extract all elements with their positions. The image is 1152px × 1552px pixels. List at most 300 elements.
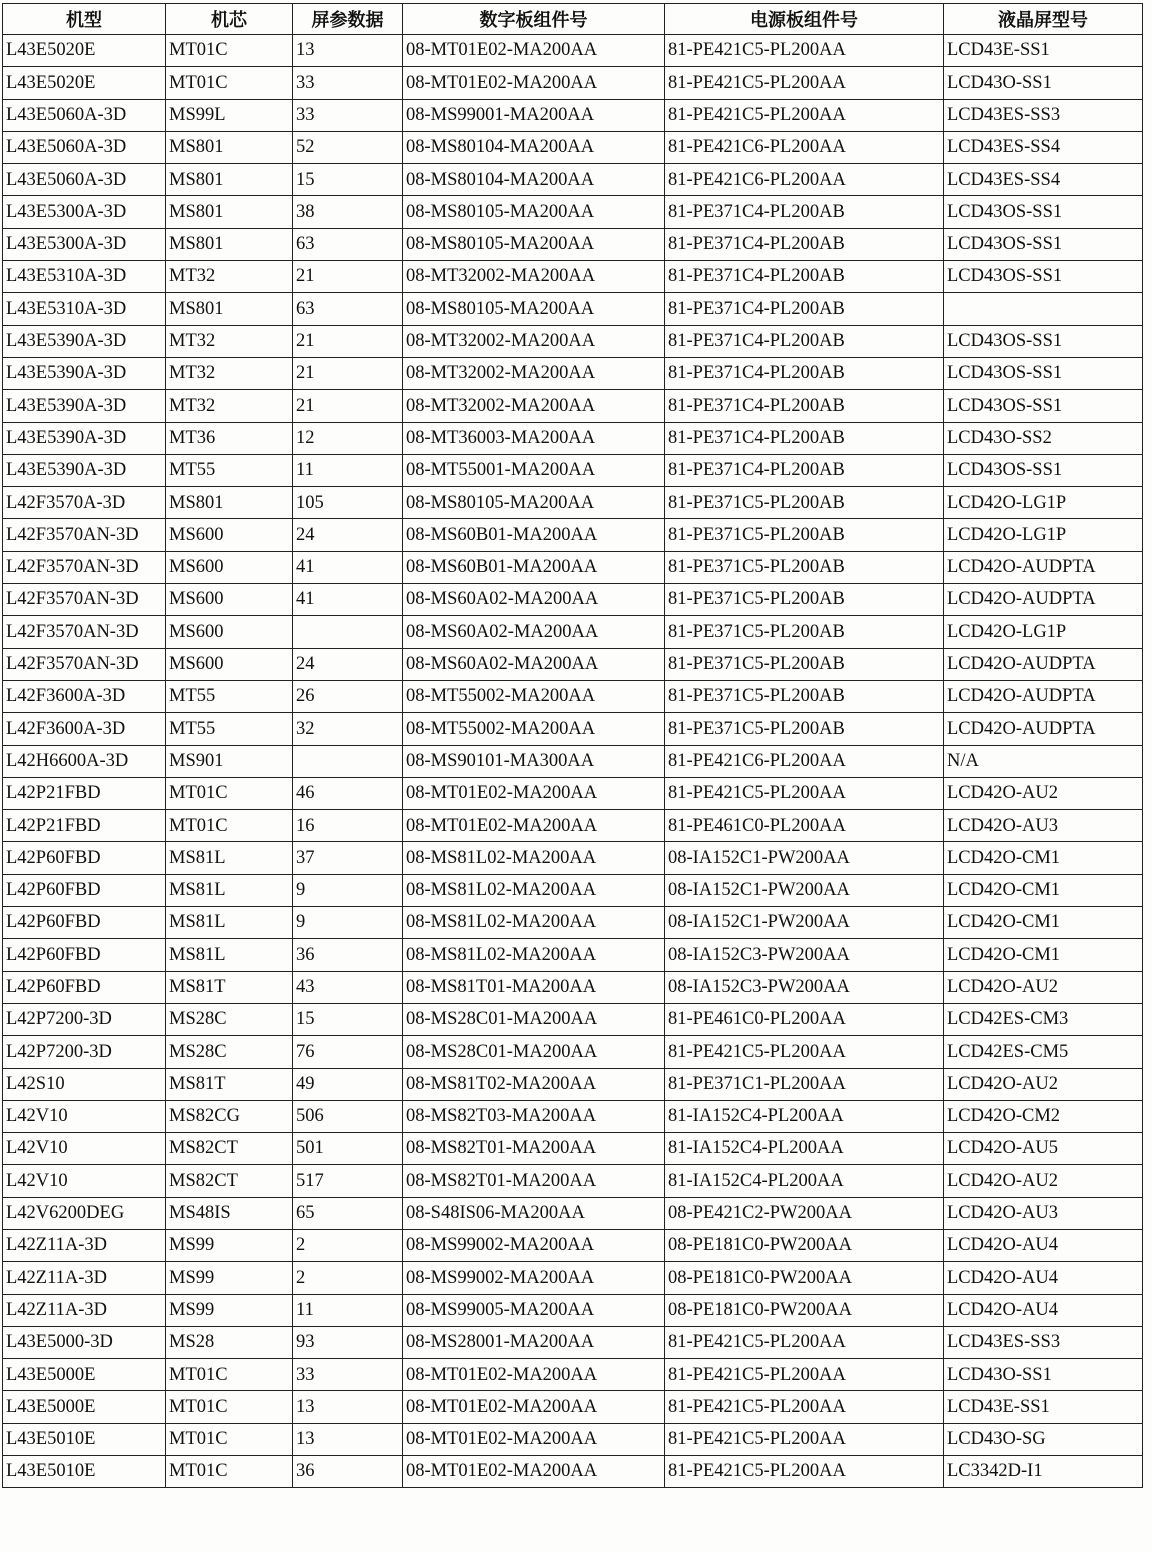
cell-model: L42P60FBD (3, 842, 166, 874)
cell-model: L43E5060A-3D (3, 131, 166, 163)
cell-lcd-panel: LCD42O-AU2 (944, 1068, 1143, 1100)
cell-power-board: 81-PE371C4-PL200AB (665, 196, 944, 228)
cell-lcd-panel: LCD43O-SS2 (944, 422, 1143, 454)
cell-power-board: 81-PE421C6-PL200AA (665, 164, 944, 196)
cell-digital-board: 08-MT01E02-MA200AA (403, 1359, 665, 1391)
cell-digital-board: 08-MS82T01-MA200AA (403, 1165, 665, 1197)
cell-digital-board: 08-MS80105-MA200AA (403, 487, 665, 519)
cell-digital-board: 08-MT32002-MA200AA (403, 357, 665, 389)
cell-power-board: 08-IA152C3-PW200AA (665, 971, 944, 1003)
cell-chassis: MS801 (166, 196, 293, 228)
cell-model: L42F3600A-3D (3, 713, 166, 745)
cell-digital-board: 08-MT36003-MA200AA (403, 422, 665, 454)
cell-model: L42F3600A-3D (3, 680, 166, 712)
cell-lcd-panel: LCD42O-CM1 (944, 874, 1143, 906)
cell-lcd-panel: N/A (944, 745, 1143, 777)
cell-power-board: 81-PE371C1-PL200AA (665, 1068, 944, 1100)
table-row (3, 131, 1143, 163)
cell-digital-board: 08-MT55001-MA200AA (403, 454, 665, 486)
parts-table (2, 3, 1143, 1488)
cell-panel-params: 24 (293, 519, 403, 551)
cell-panel-params: 517 (293, 1165, 403, 1197)
cell-model: L42V10 (3, 1165, 166, 1197)
cell-chassis: MS48IS (166, 1197, 293, 1229)
cell-digital-board: 08-MT32002-MA200AA (403, 325, 665, 357)
cell-chassis: MS99 (166, 1294, 293, 1326)
cell-panel-params: 33 (293, 99, 403, 131)
cell-model: L42F3570AN-3D (3, 616, 166, 648)
table-row (3, 293, 1143, 325)
cell-model: L42F3570AN-3D (3, 551, 166, 583)
cell-digital-board: 08-MS81T01-MA200AA (403, 971, 665, 1003)
cell-chassis: MT55 (166, 713, 293, 745)
cell-model: L43E5020E (3, 67, 166, 99)
table-row (3, 325, 1143, 357)
cell-lcd-panel: LCD42O-AU2 (944, 971, 1143, 1003)
cell-power-board: 81-PE421C5-PL200AA (665, 777, 944, 809)
cell-chassis: MS81L (166, 907, 293, 939)
cell-digital-board: 08-MT01E02-MA200AA (403, 777, 665, 809)
cell-chassis: MS600 (166, 519, 293, 551)
table-row (3, 1456, 1143, 1488)
cell-model: L42V10 (3, 1100, 166, 1132)
cell-digital-board: 08-MT55002-MA200AA (403, 713, 665, 745)
cell-chassis: MT01C (166, 67, 293, 99)
cell-model: L42P60FBD (3, 874, 166, 906)
cell-panel-params: 2 (293, 1229, 403, 1261)
cell-panel-params: 38 (293, 196, 403, 228)
cell-panel-params: 49 (293, 1068, 403, 1100)
cell-model: L43E5310A-3D (3, 261, 166, 293)
cell-power-board: 81-PE421C5-PL200AA (665, 67, 944, 99)
table-row (3, 842, 1143, 874)
cell-model: L42Z11A-3D (3, 1294, 166, 1326)
table-row (3, 713, 1143, 745)
cell-chassis: MT01C (166, 1456, 293, 1488)
cell-power-board: 08-PE181C0-PW200AA (665, 1294, 944, 1326)
cell-chassis: MT01C (166, 1423, 293, 1455)
cell-panel-params: 105 (293, 487, 403, 519)
cell-lcd-panel: LCD42ES-CM5 (944, 1036, 1143, 1068)
cell-power-board: 81-IA152C4-PL200AA (665, 1165, 944, 1197)
cell-panel-params: 21 (293, 390, 403, 422)
cell-power-board: 81-PE421C6-PL200AA (665, 131, 944, 163)
cell-power-board: 08-PE181C0-PW200AA (665, 1262, 944, 1294)
cell-lcd-panel: LCD42O-AU4 (944, 1229, 1143, 1261)
cell-model: L42P7200-3D (3, 1036, 166, 1068)
table-row (3, 1003, 1143, 1035)
table-row (3, 35, 1143, 67)
cell-digital-board: 08-MS81L02-MA200AA (403, 907, 665, 939)
cell-model: L43E5000E (3, 1391, 166, 1423)
cell-chassis: MT01C (166, 777, 293, 809)
cell-lcd-panel: LCD43ES-SS4 (944, 164, 1143, 196)
cell-model: L42P60FBD (3, 907, 166, 939)
cell-lcd-panel: LCD43OS-SS1 (944, 357, 1143, 389)
cell-power-board: 81-PE421C5-PL200AA (665, 1326, 944, 1358)
cell-digital-board: 08-MS81L02-MA200AA (403, 842, 665, 874)
cell-model: L42V10 (3, 1133, 166, 1165)
cell-digital-board: 08-MT32002-MA200AA (403, 261, 665, 293)
table-row (3, 1326, 1143, 1358)
cell-lcd-panel: LCD42O-LG1P (944, 616, 1143, 648)
table-row (3, 745, 1143, 777)
cell-panel-params: 11 (293, 1294, 403, 1326)
cell-digital-board: 08-MS60A02-MA200AA (403, 616, 665, 648)
table-row (3, 584, 1143, 616)
cell-power-board: 81-PE461C0-PL200AA (665, 810, 944, 842)
cell-panel-params: 41 (293, 584, 403, 616)
cell-panel-params: 46 (293, 777, 403, 809)
cell-panel-params: 37 (293, 842, 403, 874)
cell-chassis: MS28 (166, 1326, 293, 1358)
cell-power-board: 81-PE371C4-PL200AB (665, 325, 944, 357)
cell-digital-board: 08-MT01E02-MA200AA (403, 810, 665, 842)
cell-digital-board: 08-MT01E02-MA200AA (403, 1391, 665, 1423)
cell-power-board: 81-PE421C5-PL200AA (665, 99, 944, 131)
table-row (3, 680, 1143, 712)
cell-panel-params (293, 745, 403, 777)
cell-power-board: 81-IA152C4-PL200AA (665, 1133, 944, 1165)
cell-model: L43E5390A-3D (3, 325, 166, 357)
table-row (3, 1423, 1143, 1455)
cell-lcd-panel: LCD42O-CM1 (944, 939, 1143, 971)
cell-digital-board: 08-MS80104-MA200AA (403, 131, 665, 163)
cell-lcd-panel: LCD43OS-SS1 (944, 228, 1143, 260)
table-row (3, 357, 1143, 389)
table-row (3, 1133, 1143, 1165)
cell-chassis: MS801 (166, 164, 293, 196)
cell-chassis: MS600 (166, 616, 293, 648)
cell-model: L43E5000E (3, 1359, 166, 1391)
cell-panel-params: 11 (293, 454, 403, 486)
cell-digital-board: 08-MS90101-MA300AA (403, 745, 665, 777)
header-digital-board: 数字板组件号 (403, 4, 665, 35)
cell-digital-board: 08-MT01E02-MA200AA (403, 1423, 665, 1455)
table-row (3, 907, 1143, 939)
cell-power-board: 81-PE421C5-PL200AA (665, 1036, 944, 1068)
table-row (3, 261, 1143, 293)
cell-model: L43E5300A-3D (3, 228, 166, 260)
cell-power-board: 81-PE371C5-PL200AB (665, 551, 944, 583)
cell-panel-params: 26 (293, 680, 403, 712)
cell-model: L43E5020E (3, 35, 166, 67)
cell-panel-params: 15 (293, 164, 403, 196)
cell-lcd-panel: LCD42O-CM2 (944, 1100, 1143, 1132)
cell-panel-params: 43 (293, 971, 403, 1003)
cell-digital-board: 08-MT01E02-MA200AA (403, 67, 665, 99)
cell-panel-params: 41 (293, 551, 403, 583)
cell-panel-params: 9 (293, 874, 403, 906)
header-chassis: 机芯 (166, 4, 293, 35)
cell-power-board: 81-PE421C5-PL200AA (665, 1359, 944, 1391)
cell-digital-board: 08-MT01E02-MA200AA (403, 35, 665, 67)
cell-lcd-panel: LCD42O-AU3 (944, 1197, 1143, 1229)
table-header (3, 4, 1143, 35)
table-row (3, 777, 1143, 809)
cell-panel-params: 93 (293, 1326, 403, 1358)
cell-digital-board: 08-MS80105-MA200AA (403, 228, 665, 260)
cell-panel-params: 9 (293, 907, 403, 939)
cell-lcd-panel: LCD43E-SS1 (944, 1391, 1143, 1423)
cell-digital-board: 08-MS60A02-MA200AA (403, 584, 665, 616)
cell-chassis: MS82CG (166, 1100, 293, 1132)
table-row (3, 1391, 1143, 1423)
cell-digital-board: 08-MS99002-MA200AA (403, 1229, 665, 1261)
cell-lcd-panel: LCD42O-AU2 (944, 1165, 1143, 1197)
cell-panel-params: 36 (293, 1456, 403, 1488)
cell-power-board: 81-PE421C5-PL200AA (665, 1423, 944, 1455)
cell-lcd-panel (944, 293, 1143, 325)
cell-power-board: 81-PE421C5-PL200AA (665, 1456, 944, 1488)
cell-chassis: MS82CT (166, 1165, 293, 1197)
header-row (3, 4, 1143, 35)
cell-model: L42Z11A-3D (3, 1229, 166, 1261)
table-row (3, 971, 1143, 1003)
cell-power-board: 08-IA152C1-PW200AA (665, 842, 944, 874)
cell-digital-board: 08-MS81L02-MA200AA (403, 874, 665, 906)
cell-digital-board: 08-MT32002-MA200AA (403, 390, 665, 422)
cell-digital-board: 08-MS60A02-MA200AA (403, 648, 665, 680)
cell-model: L42H6600A-3D (3, 745, 166, 777)
cell-chassis: MS901 (166, 745, 293, 777)
table-row (3, 196, 1143, 228)
table-row (3, 1359, 1143, 1391)
cell-model: L42F3570AN-3D (3, 648, 166, 680)
cell-chassis: MT32 (166, 390, 293, 422)
cell-panel-params: 13 (293, 35, 403, 67)
cell-lcd-panel: LCD42O-AU5 (944, 1133, 1143, 1165)
table-row (3, 99, 1143, 131)
cell-lcd-panel: LCD42O-AUDPTA (944, 584, 1143, 616)
cell-chassis: MT01C (166, 35, 293, 67)
table-row (3, 1068, 1143, 1100)
cell-power-board: 81-PE371C5-PL200AB (665, 519, 944, 551)
cell-chassis: MT01C (166, 810, 293, 842)
cell-lcd-panel: LCD42O-AUDPTA (944, 713, 1143, 745)
cell-model: L42P60FBD (3, 939, 166, 971)
cell-panel-params: 21 (293, 357, 403, 389)
table-row (3, 1294, 1143, 1326)
cell-model: L42P60FBD (3, 971, 166, 1003)
table-row (3, 519, 1143, 551)
cell-lcd-panel: LCD42ES-CM3 (944, 1003, 1143, 1035)
cell-digital-board: 08-MS28C01-MA200AA (403, 1036, 665, 1068)
cell-panel-params: 52 (293, 131, 403, 163)
cell-lcd-panel: LCD43OS-SS1 (944, 390, 1143, 422)
cell-panel-params: 24 (293, 648, 403, 680)
cell-power-board: 08-IA152C1-PW200AA (665, 874, 944, 906)
table-row (3, 1036, 1143, 1068)
cell-lcd-panel: LCD43OS-SS1 (944, 196, 1143, 228)
cell-chassis: MS99 (166, 1262, 293, 1294)
table-row (3, 487, 1143, 519)
cell-chassis: MT01C (166, 1359, 293, 1391)
cell-chassis: MT32 (166, 261, 293, 293)
cell-model: L43E5310A-3D (3, 293, 166, 325)
cell-model: L43E5390A-3D (3, 390, 166, 422)
cell-model: L42P21FBD (3, 810, 166, 842)
cell-lcd-panel: LCD42O-AUDPTA (944, 648, 1143, 680)
cell-panel-params: 15 (293, 1003, 403, 1035)
table-row (3, 390, 1143, 422)
cell-model: L42P7200-3D (3, 1003, 166, 1035)
cell-panel-params: 76 (293, 1036, 403, 1068)
cell-power-board: 81-PE371C4-PL200AB (665, 357, 944, 389)
cell-chassis: MS81L (166, 842, 293, 874)
cell-chassis: MS600 (166, 551, 293, 583)
table-row (3, 939, 1143, 971)
cell-power-board: 81-PE371C4-PL200AB (665, 390, 944, 422)
cell-lcd-panel: LCD43OS-SS1 (944, 261, 1143, 293)
table-row (3, 1197, 1143, 1229)
cell-panel-params: 63 (293, 228, 403, 260)
cell-lcd-panel: LCD42O-AU2 (944, 777, 1143, 809)
table-row (3, 454, 1143, 486)
table-row (3, 874, 1143, 906)
cell-lcd-panel: LCD42O-AUDPTA (944, 551, 1143, 583)
cell-lcd-panel: LCD42O-LG1P (944, 487, 1143, 519)
table-row (3, 648, 1143, 680)
cell-model: L43E5010E (3, 1423, 166, 1455)
cell-model: L42F3570AN-3D (3, 584, 166, 616)
cell-digital-board: 08-MT55002-MA200AA (403, 680, 665, 712)
cell-lcd-panel: LCD42O-AU4 (944, 1294, 1143, 1326)
cell-power-board: 81-PE371C5-PL200AB (665, 487, 944, 519)
cell-panel-params: 16 (293, 810, 403, 842)
cell-chassis: MS81T (166, 971, 293, 1003)
cell-chassis: MS801 (166, 293, 293, 325)
cell-power-board: 08-IA152C3-PW200AA (665, 939, 944, 971)
cell-power-board: 81-PE371C4-PL200AB (665, 228, 944, 260)
table-row (3, 616, 1143, 648)
cell-panel-params: 32 (293, 713, 403, 745)
table-row (3, 1229, 1143, 1261)
cell-chassis: MS99 (166, 1229, 293, 1261)
table-row (3, 551, 1143, 583)
table-row (3, 1165, 1143, 1197)
cell-lcd-panel: LCD43O-SS1 (944, 1359, 1143, 1391)
cell-chassis: MS801 (166, 228, 293, 260)
cell-power-board: 81-PE371C5-PL200AB (665, 713, 944, 745)
cell-power-board: 81-IA152C4-PL200AA (665, 1100, 944, 1132)
cell-power-board: 81-PE371C4-PL200AB (665, 261, 944, 293)
cell-panel-params (293, 616, 403, 648)
cell-lcd-panel: LCD42O-AU4 (944, 1262, 1143, 1294)
cell-model: L43E5390A-3D (3, 357, 166, 389)
cell-panel-params: 21 (293, 261, 403, 293)
table-row (3, 1262, 1143, 1294)
cell-digital-board: 08-MS60B01-MA200AA (403, 551, 665, 583)
header-lcd-panel: 液晶屏型号 (944, 4, 1143, 35)
cell-lcd-panel: LCD42O-LG1P (944, 519, 1143, 551)
cell-digital-board: 08-MS28001-MA200AA (403, 1326, 665, 1358)
cell-chassis: MS600 (166, 648, 293, 680)
cell-lcd-panel: LCD43E-SS1 (944, 35, 1143, 67)
cell-chassis: MT32 (166, 325, 293, 357)
cell-model: L42P21FBD (3, 777, 166, 809)
cell-model: L42S10 (3, 1068, 166, 1100)
cell-digital-board: 08-MS60B01-MA200AA (403, 519, 665, 551)
cell-lcd-panel: LCD42O-CM1 (944, 907, 1143, 939)
cell-model: L43E5010E (3, 1456, 166, 1488)
cell-chassis: MS28C (166, 1003, 293, 1035)
cell-digital-board: 08-MS99002-MA200AA (403, 1262, 665, 1294)
cell-lcd-panel: LCD42O-AUDPTA (944, 680, 1143, 712)
cell-model: L42F3570A-3D (3, 487, 166, 519)
cell-lcd-panel: LCD43OS-SS1 (944, 325, 1143, 357)
cell-digital-board: 08-MS81L02-MA200AA (403, 939, 665, 971)
cell-panel-params: 21 (293, 325, 403, 357)
cell-power-board: 81-PE461C0-PL200AA (665, 1003, 944, 1035)
cell-chassis: MS28C (166, 1036, 293, 1068)
cell-lcd-panel: LC3342D-I1 (944, 1456, 1143, 1488)
table-row (3, 422, 1143, 454)
cell-panel-params: 36 (293, 939, 403, 971)
cell-chassis: MS81L (166, 939, 293, 971)
cell-chassis: MS81T (166, 1068, 293, 1100)
cell-power-board: 08-PE421C2-PW200AA (665, 1197, 944, 1229)
cell-chassis: MT01C (166, 1391, 293, 1423)
cell-power-board: 81-PE421C5-PL200AA (665, 1391, 944, 1423)
cell-chassis: MT55 (166, 680, 293, 712)
cell-power-board: 81-PE371C4-PL200AB (665, 293, 944, 325)
cell-panel-params: 12 (293, 422, 403, 454)
cell-model: L43E5060A-3D (3, 99, 166, 131)
cell-lcd-panel: LCD43O-SS1 (944, 67, 1143, 99)
cell-model: L42V6200DEG (3, 1197, 166, 1229)
cell-chassis: MT32 (166, 357, 293, 389)
cell-power-board: 81-PE371C4-PL200AB (665, 422, 944, 454)
cell-model: L43E5000-3D (3, 1326, 166, 1358)
cell-model: L42Z11A-3D (3, 1262, 166, 1294)
cell-power-board: 81-PE371C5-PL200AB (665, 680, 944, 712)
table-body (3, 35, 1143, 1488)
cell-panel-params: 506 (293, 1100, 403, 1132)
cell-panel-params: 501 (293, 1133, 403, 1165)
cell-model: L43E5060A-3D (3, 164, 166, 196)
cell-lcd-panel: LCD42O-AU3 (944, 810, 1143, 842)
cell-power-board: 81-PE371C5-PL200AB (665, 648, 944, 680)
cell-lcd-panel: LCD43O-SG (944, 1423, 1143, 1455)
cell-panel-params: 13 (293, 1423, 403, 1455)
table-row (3, 67, 1143, 99)
cell-model: L43E5300A-3D (3, 196, 166, 228)
cell-digital-board: 08-MS82T03-MA200AA (403, 1100, 665, 1132)
cell-panel-params: 63 (293, 293, 403, 325)
cell-digital-board: 08-MS99005-MA200AA (403, 1294, 665, 1326)
cell-power-board: 08-IA152C1-PW200AA (665, 907, 944, 939)
cell-digital-board: 08-MS81T02-MA200AA (403, 1068, 665, 1100)
cell-digital-board: 08-MS82T01-MA200AA (403, 1133, 665, 1165)
cell-power-board: 81-PE371C5-PL200AB (665, 584, 944, 616)
cell-power-board: 81-PE371C5-PL200AB (665, 616, 944, 648)
cell-digital-board: 08-MS99001-MA200AA (403, 99, 665, 131)
cell-power-board: 81-PE371C4-PL200AB (665, 454, 944, 486)
cell-chassis: MS81L (166, 874, 293, 906)
cell-panel-params: 33 (293, 1359, 403, 1391)
cell-lcd-panel: LCD43ES-SS4 (944, 131, 1143, 163)
cell-power-board: 08-PE181C0-PW200AA (665, 1229, 944, 1261)
table-row (3, 228, 1143, 260)
cell-chassis: MT36 (166, 422, 293, 454)
header-power-board: 电源板组件号 (665, 4, 944, 35)
cell-lcd-panel: LCD43ES-SS3 (944, 1326, 1143, 1358)
header-model: 机型 (3, 4, 166, 35)
cell-panel-params: 65 (293, 1197, 403, 1229)
cell-digital-board: 08-S48IS06-MA200AA (403, 1197, 665, 1229)
cell-chassis: MS801 (166, 131, 293, 163)
